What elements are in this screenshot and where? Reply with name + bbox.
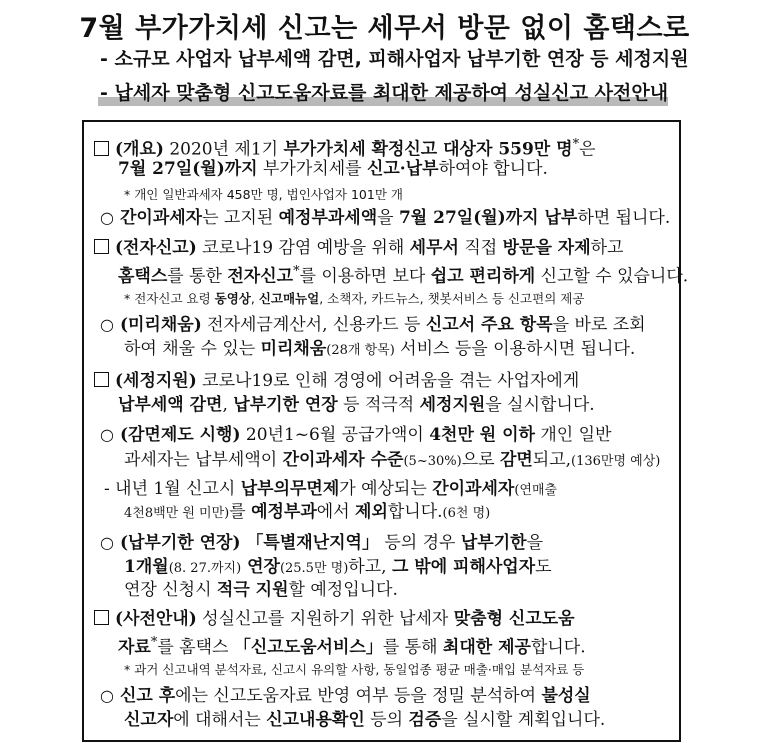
- checkbox-icon: [94, 239, 109, 254]
- line-overview-2: 7월 27일(월)까지 부가가치세를 신고·납부하여야 합니다.: [118, 159, 548, 179]
- circle-bullet-icon: ○: [100, 686, 114, 705]
- line-prefill-1: ○ (미리채움) 전자세금계산서, 신용카드 등 신고서 주요 항목을 바로 조회: [100, 315, 646, 335]
- subtitle-2-text: - 납세자 맞춤형 신고도움자료를 최대한 제공하여 성실신고 사전안내: [100, 82, 669, 104]
- checkbox-icon: [94, 610, 109, 625]
- circle-bullet-icon: ○: [100, 315, 114, 334]
- checkbox-icon: [94, 372, 109, 387]
- subtitle-2: [100, 78, 668, 105]
- line-efiling-2: 홈택스를 통한 전자신고*를 이용하면 보다 쉽고 편리하게 신고할 수 있습니다.: [118, 264, 689, 287]
- line-simplified: ○ 간이과세자는 고지된 예정부과세액을 7월 27일(월)까지 납부하면 됩니다.: [100, 208, 671, 228]
- circle-bullet-icon: ○: [100, 533, 114, 552]
- checkbox-icon: [94, 141, 109, 156]
- line-reduction-2: 과세자는 납부세액이 간이과세자 수준(5~30%)으로 감면되고,(136만명 예상): [124, 450, 661, 470]
- line-reduction-1: ○ (감면제도 시행) 20년1~6월 공급가액이 4천만 원 이하 개인 일반: [100, 425, 612, 445]
- note-taxpayers: * 개인 일반과세자 458만 명, 법인사업자 101만 개: [124, 187, 403, 202]
- note-efiling: * 전자신고 요령 동영상, 신고매뉴얼, 소책자, 카드뉴스, 챗봇서비스 등 신고편의 제공: [124, 291, 585, 306]
- circle-bullet-icon: ○: [100, 425, 114, 444]
- line-efiling-1: (전자신고) 코로나19 감염 예방을 위해 세무서 직접 방문을 자제하고: [94, 237, 623, 259]
- line-exemption-2: 4천8백만 원 미만)를 예정부과에서 제외합니다.(6천 명): [124, 502, 491, 522]
- line-extension-1: ○ (납부기한 연장) 「특별재난지역」 등의 경우 납부기한을: [100, 533, 544, 553]
- line-guide-2: 자료*를 홈택스 「신고도움서비스」를 통해 최대한 제공합니다.: [118, 635, 586, 658]
- circle-bullet-icon: ○: [100, 208, 114, 227]
- line-overview-1: (개요) 2020년 제1기 부가가치세 확정신고 대상자 559만 명*은: [94, 134, 596, 161]
- line-support-1: (세정지원) 코로나19로 인해 경영에 어려움을 겪는 사업자에게: [94, 370, 579, 392]
- line-prefill-2: 하여 채울 수 있는 미리채움(28개 항목) 서비스 등을 이용하시면 됩니다.: [124, 339, 636, 359]
- line-extension-2: 1개월(8. 27.까지) 연장(25.5만 명)하고, 그 밖에 피해사업자도: [124, 557, 552, 577]
- line-exemption-1: - 내년 1월 신고시 납부의무면제가 예상되는 간이과세자(연매출: [104, 479, 558, 499]
- line-verify-1: ○ 신고 후에는 신고도움자료 반영 여부 등을 정밀 분석하여 불성실: [100, 686, 591, 706]
- note-guide: * 과거 신고내역 분석자료, 신고시 유의할 사항, 동일업종 평균 매출·매입 분석자료 등: [124, 662, 585, 677]
- line-guide-1: (사전안내) 성실신고를 지원하기 위한 납세자 맞춤형 신고도움: [94, 608, 575, 630]
- subtitle-1: - 소규모 사업자 납부세액 감면, 피해사업자 납부기한 연장 등 세정지원: [100, 48, 689, 70]
- line-support-2: 납부세액 감면, 납부기한 연장 등 적극적 세정지원을 실시합니다.: [118, 395, 595, 415]
- page-title: 7월 부가가치세 신고는 세무서 방문 없이 홈택스로: [79, 13, 690, 44]
- line-extension-3: 연장 신청시 적극 지원할 예정입니다.: [124, 580, 398, 600]
- line-verify-2: 신고자에 대해서는 신고내용확인 등의 검증을 실시할 계획입니다.: [124, 710, 606, 730]
